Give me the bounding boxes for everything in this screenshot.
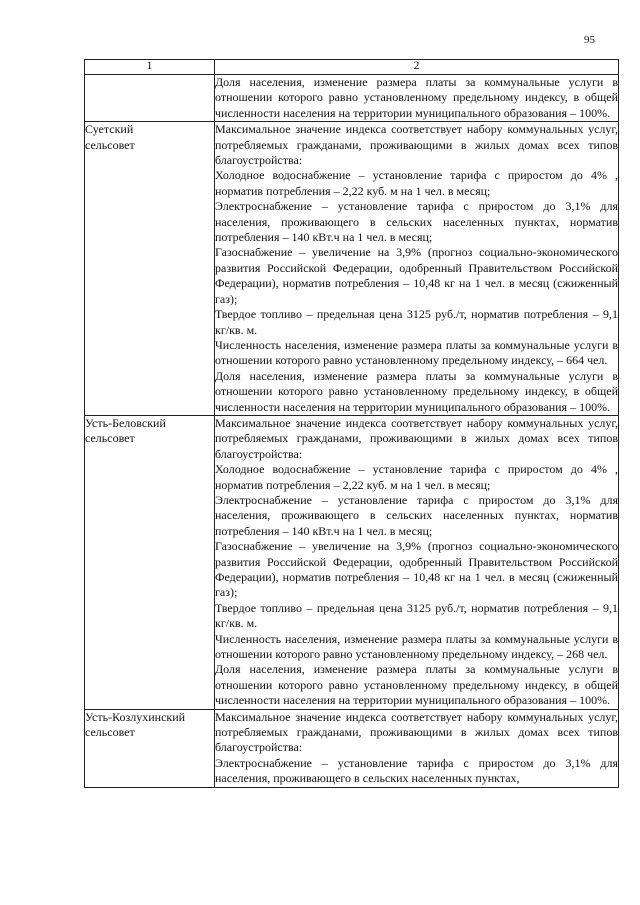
paragraph: Численность населения, изменение размера платы за коммунальные услуги в отношении которого равно установленному предельному индексу, – 268 чел. (215, 631, 618, 662)
paragraph: Численность населения, изменение размера платы за коммунальные услуги в отношении которого равно установленному предельному индексу, – 664 чел. (215, 337, 618, 368)
table-header-row (85, 60, 619, 75)
paragraph: Электроснабжение – установление тарифа с приростом до 3,1% для населения, проживающего в сельских населенных пунктах, норматив потребления – 140 кВт.ч на 1 чел. в месяц; (215, 199, 618, 245)
paragraph: Газоснабжение – увеличение на 3,9% (прогноз социально-экономического развития Российской Федерации, одобренный Правительством Российской Федерации), норматив потребления – 10,48 кг на 1 чел. в месяц (сжиженный газ); (215, 245, 618, 306)
municipality-name: Суетский сельсовет (85, 122, 215, 416)
paragraph: Доля населения, изменение размера платы за коммунальные услуги в отношении которого равно установленному предельному индексу, в общей численности населения на территории муниципального образования – 100%. (215, 368, 618, 414)
paragraph: Доля населения, изменение размера платы за коммунальные услуги в отношении которого равно установленному предельному индексу, в общей численности населения на территории муниципального образования – 100%. (215, 75, 618, 120)
row-description (215, 415, 619, 709)
column-header-1: 1 (85, 60, 215, 75)
tariff-table (84, 59, 619, 788)
paragraph: Электроснабжение – установление тарифа с приростом до 3,1% для населения, проживающего в сельских населенных пунктах, норматив потребления – 140 кВт.ч на 1 чел. в месяц; (215, 492, 618, 538)
paragraph: Максимальное значение индекса соответствует набору коммунальных услуг, потребляемых гражданами, проживающими в жилых домах всех типов благоустройства: (215, 415, 618, 461)
column-header-2: 2 (215, 60, 619, 75)
municipality-name (85, 75, 215, 122)
paragraph: Максимальное значение индекса соответствует набору коммунальных услуг, потребляемых гражданами, проживающими в жилых домах всех типов благоустройства: (215, 709, 618, 755)
paragraph: Электроснабжение – установление тарифа с приростом до 3,1% для населения, проживающего в сельских населенных пунктах, (215, 755, 618, 786)
paragraph: Холодное водоснабжение – установление тарифа с приростом до 4% , норматив потребления – 2,22 куб. м на 1 чел. в месяц; (215, 462, 618, 492)
paragraph: Твердое топливо – предельная цена 3125 руб./т, норматив потребления – 9,1 кг/кв. м. (215, 307, 618, 337)
table-row (85, 709, 619, 787)
row-description (215, 122, 619, 416)
municipality-name: Усть-Козлухинский сельсовет (85, 709, 215, 787)
row-description (215, 75, 619, 122)
municipality-name: Усть-Беловский сельсовет (85, 415, 215, 709)
table-row (85, 415, 619, 709)
paragraph: Твердое топливо – предельная цена 3125 руб./т, норматив потребления – 9,1 кг/кв. м. (215, 600, 618, 631)
paragraph: Холодное водоснабжение – установление тарифа с приростом до 4% , норматив потребления – 2,22 куб. м на 1 чел. в месяц; (215, 168, 618, 198)
paragraph: Максимальное значение индекса соответствует набору коммунальных услуг, потребляемых гражданами, проживающими в жилых домах всех типов благоустройства: (215, 122, 618, 168)
table-row (85, 75, 619, 122)
page-number: 95 (584, 34, 595, 46)
table-row (85, 122, 619, 416)
row-description (215, 709, 619, 787)
paragraph: Газоснабжение – увеличение на 3,9% (прогноз социально-экономического развития Российской Федерации, одобренный Правительством Российской Федерации), норматив потребления – 10,48 кг на 1 чел. в месяц (сжиженный газ); (215, 539, 618, 600)
paragraph: Доля населения, изменение размера платы за коммунальные услуги в отношении которого равно установленному предельному индексу, в общей численности населения на территории муниципального образования – 100%. (215, 662, 618, 708)
